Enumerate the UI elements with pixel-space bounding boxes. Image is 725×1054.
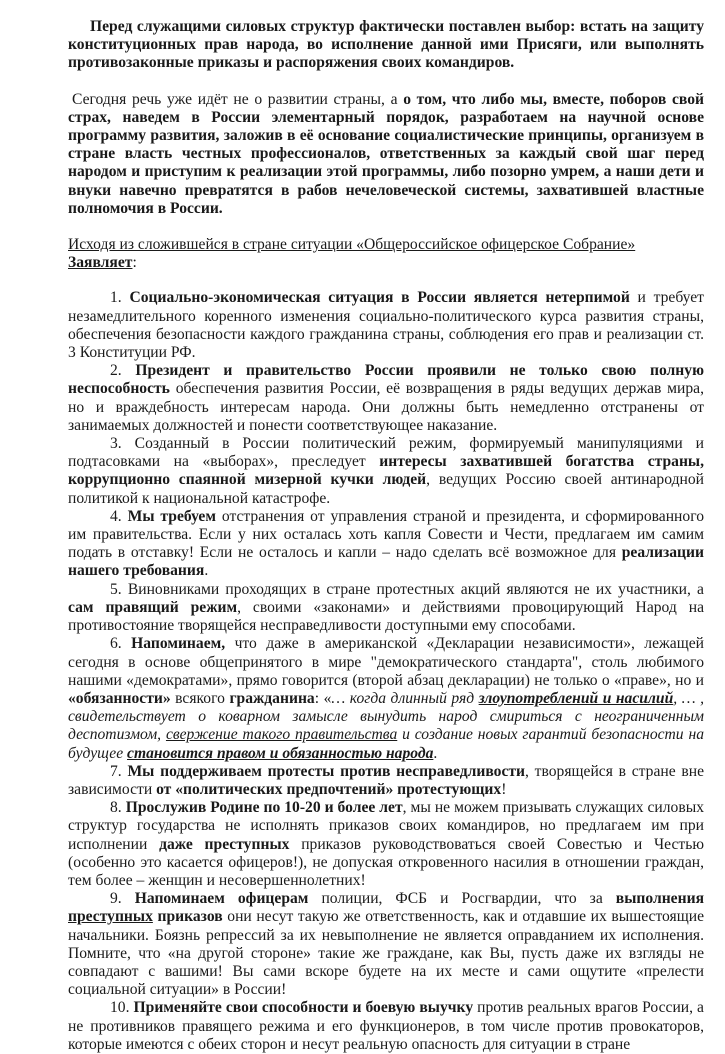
item-text: полиции, ФСБ и Росгвардии, что за — [308, 890, 616, 908]
statement-underlined-text: Исходя из сложившейся в стране ситуации «Общероссийское офицерское Собрание» — [68, 236, 636, 254]
list-item-5 — [68, 581, 704, 636]
item-number: 1. — [110, 289, 122, 307]
statement-line — [68, 236, 704, 272]
item-number: 6. — [110, 635, 122, 653]
item-bold: от «политических предпочтений» протестующих — [156, 780, 502, 798]
quote-bold-underlined: становится правом и обязанностью народа — [127, 744, 434, 762]
item-text: приказов руководствоваться своей Совестью и Честью (особенно это касается офицеров!), не допуская откровенного насилия в отношении граждан, тем более – женщин и несовершеннолетних! — [68, 835, 704, 889]
item-number: 7. — [110, 762, 122, 780]
item-text: что даже в американской «Декларации независимости», лежащей сегодня в основе общепринятого в мире "демократического стандарта", столь любимого нашими «демократами», прямо говорится (второй абзац декларации) не только о «праве», но и — [68, 635, 704, 689]
list-item-1 — [68, 289, 704, 362]
list-item-4 — [68, 508, 704, 581]
item-number: 4. — [110, 507, 122, 525]
item-text: против реальных врагов России, а не противников правящего режима и его функционеров, в том числе против провокаторов, которые имеются с обеих сторон и несут реальную опасность для ситуации в стране — [68, 999, 704, 1053]
item-bold: Социально-экономическая ситуация в России является нетерпимой — [129, 289, 630, 307]
item-bold: интересы захватившей богатства страны, коррупционно спаянной мизерной кучки людей — [68, 453, 705, 489]
item-text: , мы не можем призывать служащих силовых структур государства не исполнять приказов своих командиров, но предлагаем им при исполнении — [68, 799, 704, 853]
item-text: , своими «законами» и действиями провоцирующий Народ на противостояние творящейся несправедливости доступными ему способами. — [68, 598, 704, 635]
item-bold: сам правящий режим — [68, 598, 238, 616]
item-bold: Прослужив Родине по 10-20 и более лет — [125, 799, 403, 817]
item-text: . — [433, 744, 438, 762]
item-bold: приказов — [157, 908, 223, 926]
item-number: 9. — [110, 890, 122, 908]
item-text: Созданный в России политический режим, формируемый манипуляциями и подтасовками на «выборах», преследует — [68, 435, 705, 471]
second-paragraph — [68, 91, 704, 218]
quote-italic: … когда длинный ряд — [331, 689, 479, 707]
item-bold: реализации нашего требования — [68, 544, 704, 580]
item-text: отстранения от управления страной и президента, и сформированного им правительства. Если у них осталась хоть капля Совести и Чести, предлагаем им самим подать в отставку! Если не осталось и капли – надо сделать всё возможное для — [68, 507, 704, 562]
item-number: 8. — [110, 799, 122, 817]
item-bold: Мы требуем — [127, 507, 216, 525]
item-bold-underlined: преступных — [68, 908, 153, 926]
item-number: 3. — [110, 435, 122, 453]
quote-underlined: свержение такого правительства — [165, 726, 398, 744]
item-bold: даже преступных — [159, 835, 290, 853]
item-bold: «обязанности» — [68, 689, 171, 707]
item-bold: гражданина — [229, 689, 315, 707]
quote-italic: , … , свидетельствует о коварном замысле вынудить народ смириться с неограниченным деспотизмом, — [68, 689, 704, 744]
numbered-list — [68, 289, 704, 1054]
item-bold: выполнения — [615, 890, 705, 908]
list-item-6 — [68, 635, 704, 762]
statement-colon: : — [132, 254, 137, 272]
item-bold: Мы поддерживаем протесты против несправедливости — [127, 762, 526, 780]
intro-text: Перед служащими силовых структур фактически поставлен выбор: встать на защиту конституционных прав народа, во исполнение данной ими Присяги, или выполнять противозаконные приказы и распоряжения своих командиров. — [68, 18, 704, 72]
list-item-2 — [68, 362, 704, 435]
document-page — [68, 18, 704, 1054]
statement-underlined — [68, 236, 635, 271]
item-text: Виновниками проходящих в стране протестных акций являются не их участники, а — [127, 580, 704, 598]
item-text: , творящейся в стране вне зависимости — [68, 762, 704, 798]
item-bold: Применяйте свои способности и боевую выучку — [133, 999, 474, 1017]
list-item-7 — [68, 763, 704, 799]
statement-declares: Заявляет — [68, 254, 133, 272]
item-text: ! — [501, 780, 507, 798]
second-paragraph-plain: Сегодня речь уже идёт не о развитии страны, а — [72, 90, 404, 108]
quote-bold-underlined: злоупотреблений и насилий — [478, 689, 674, 707]
item-text: и требует незамедлительного коренного изменения социально-политического курса развития страны, обеспечения безопасности каждого гражданина страны, соблюдения его прав и реализации ст. 3 Конституции РФ. — [68, 289, 704, 362]
item-text: : « — [314, 689, 332, 707]
item-bold: Напоминаем офицерам — [134, 890, 309, 908]
item-text: они несут такую же ответственность, как и отдавшие их вышестоящие начальники. Боязнь репрессий за их невыполнение не является оправданием их исполнения. Помните, что «на другой стороне» такие же граждане, как Вы, пусть даже их взгляды не совпадают с вашими! Вы сами вскоре будете на их месте и сами ощутите «прелести социальной ситуации» в России! — [68, 908, 704, 999]
item-text: , ведущих Россию своей антинародной политикой к национальной катастрофе. — [68, 471, 704, 507]
list-item-9 — [68, 890, 704, 999]
quote-italic: и создание новых гарантий безопасности на будущее — [68, 726, 704, 762]
item-number: 10. — [110, 999, 130, 1017]
item-number: 2. — [110, 362, 122, 380]
item-text: . — [204, 562, 209, 580]
intro-paragraph — [68, 18, 704, 73]
item-text: всякого — [170, 689, 230, 707]
item-bold: Президент и правительство России проявили не только свою полную неспособность — [68, 362, 705, 398]
item-bold: Напоминаем, — [131, 635, 226, 653]
second-paragraph-bold: о том, что либо мы, вместе, поборов свой страх, наведем в России элементарный порядок, разработаем на научной основе программу развития, заложив в её основание социалистические принципы, организуем в стране власть честных профессионалов, ответственных за каждый свой шаг перед народом и приступим к реализации этой программы, либо позорно умрем, а наши дети и внуки навечно превратятся в рабов нечеловеческой системы, захватившей властные полномочия в России. — [68, 90, 704, 217]
item-number: 5. — [110, 580, 122, 598]
list-item-3 — [68, 435, 704, 508]
list-item-10 — [68, 999, 704, 1054]
item-text: обеспечения развития России, её возвращения в ряды ведущих держав мира, но и враждебность интересам народа. Они должны быть немедленно отстранены от занимаемых должностей и понести соответствующее наказание. — [68, 380, 704, 434]
list-item-8 — [68, 799, 704, 890]
